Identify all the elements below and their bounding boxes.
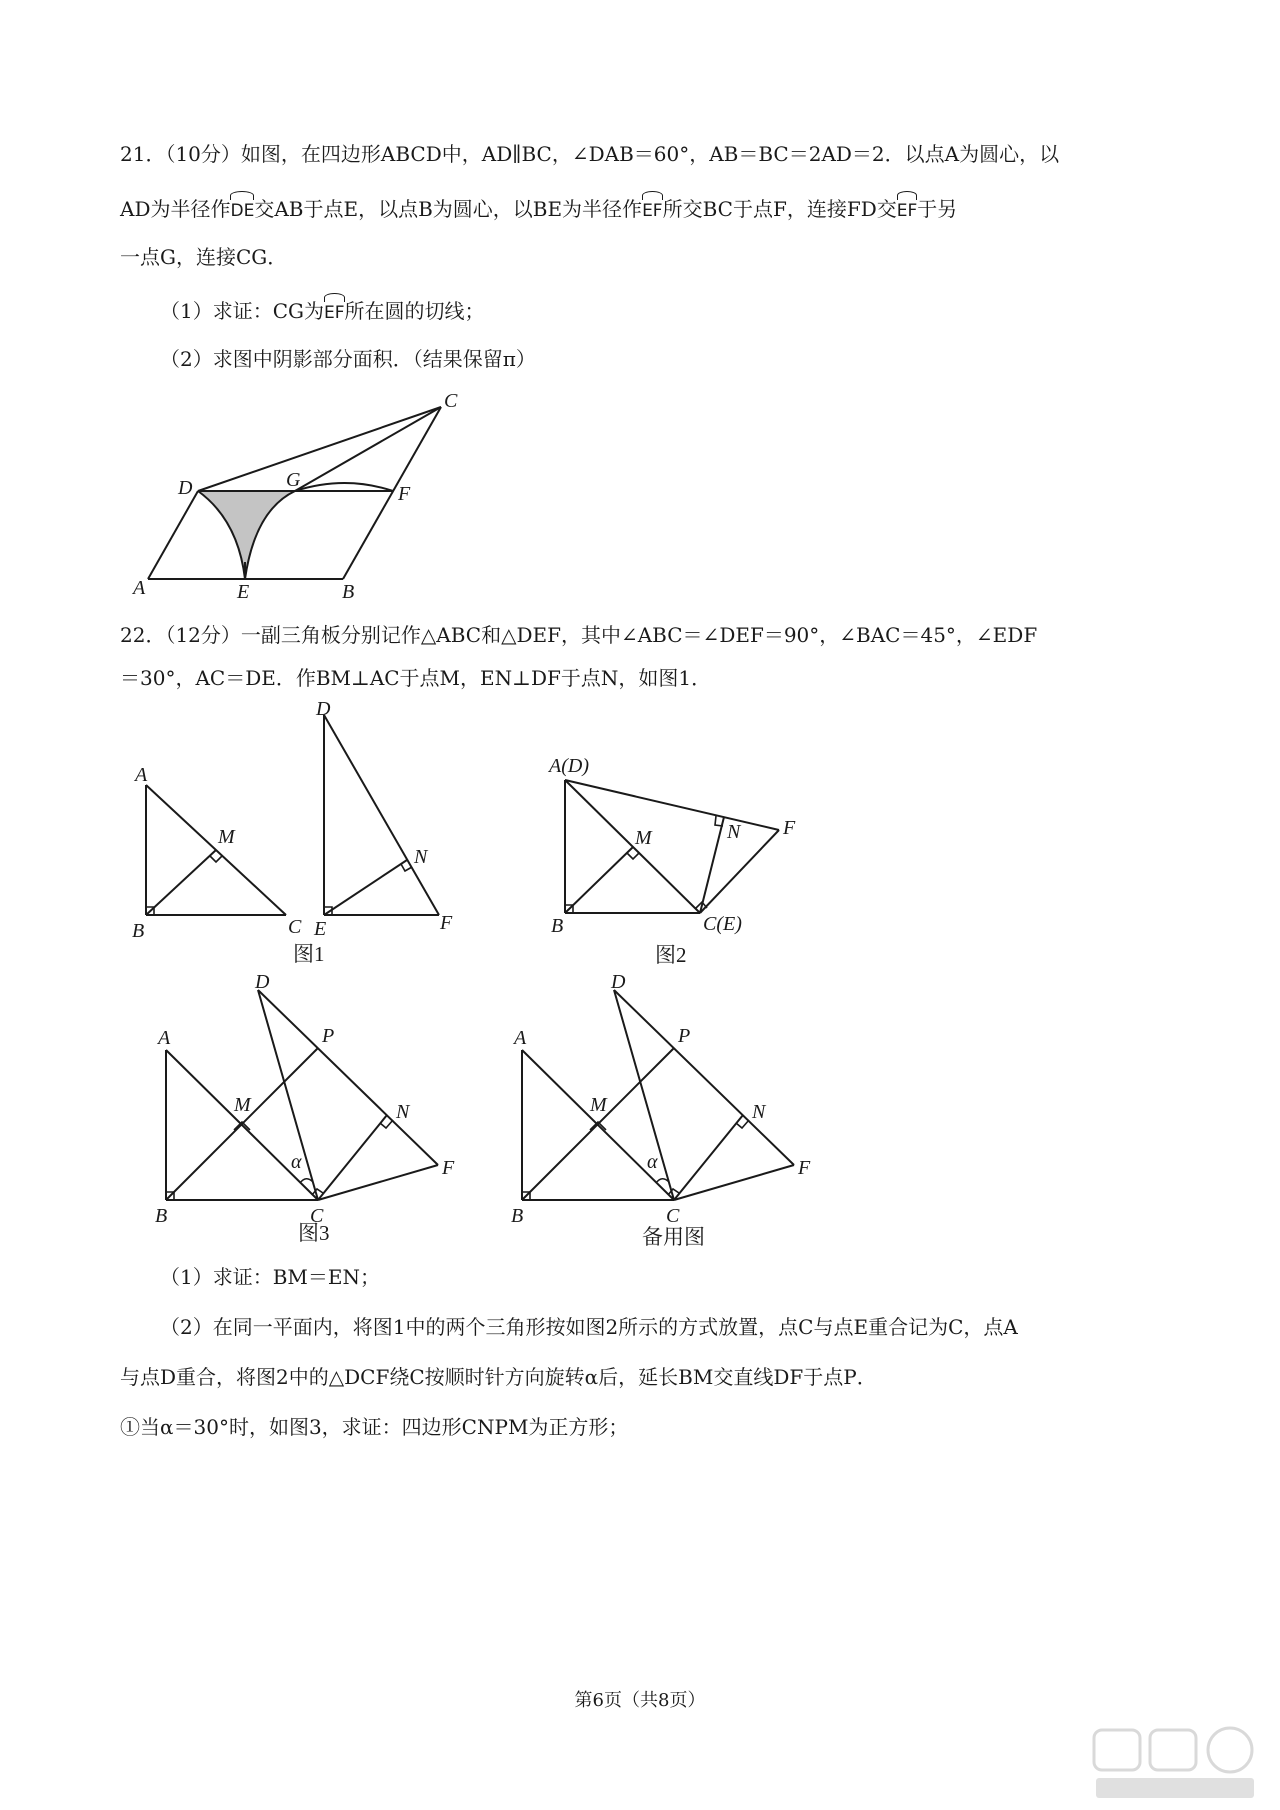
label-b: B	[551, 915, 564, 937]
label-f: F	[440, 912, 453, 934]
side-bc	[343, 407, 441, 579]
page-footer: 第6页（共8页）	[574, 1690, 706, 1711]
label-e: E	[314, 918, 327, 940]
label-d: D	[611, 971, 626, 993]
label-f: F	[442, 1157, 455, 1179]
label-n: N	[396, 1101, 410, 1123]
label-alpha: α	[647, 1151, 658, 1173]
arc-ef-symbol: EF	[897, 193, 918, 225]
label-b: B	[342, 581, 355, 603]
q22-stem-line1: 22．（12分）一副三角板分别记作△ABC和△DEF，其中∠ABC＝∠DEF＝90°，∠BAC＝45°，∠EDF	[120, 623, 1038, 647]
arc-ef-symbol: EF	[642, 193, 663, 225]
q21-text: （1）求证：CG为	[160, 299, 325, 323]
label-m: M	[635, 827, 652, 849]
label-m: M	[234, 1094, 251, 1116]
q21-figure	[130, 390, 570, 605]
label-n: N	[752, 1101, 766, 1123]
label-d: D	[178, 477, 193, 499]
backup-figure-caption: 备用图	[642, 1225, 705, 1249]
q21-text: 交AB于点E，以点B为圆心，以BE为半径作	[254, 197, 643, 221]
label-b: B	[132, 920, 145, 942]
side-dc	[198, 407, 441, 491]
label-a-d: A(D)	[549, 755, 589, 777]
label-g: G	[286, 469, 301, 491]
q22-stem-line2: ＝30°，AC＝DE．作BM⊥AC于点M，EN⊥DF于点N，如图1．	[120, 666, 712, 690]
q21-text: AD为半径作	[120, 197, 231, 221]
label-m: M	[218, 826, 235, 848]
q21-part2: （2）求图中阴影部分面积．（结果保留π）	[160, 347, 536, 371]
label-c: C	[288, 916, 302, 938]
q21-stem-line2	[120, 193, 957, 225]
label-a: A	[158, 1027, 171, 1049]
label-e: E	[237, 581, 250, 603]
label-f: F	[783, 817, 796, 839]
label-a: A	[133, 577, 146, 599]
q22-figure-1	[130, 695, 480, 975]
q21-text: 所在圆的切线；	[344, 299, 485, 323]
label-b: B	[155, 1205, 168, 1227]
label-m: M	[590, 1094, 607, 1116]
label-a: A	[514, 1027, 527, 1049]
q22-part2-item1: ①当α＝30°时，如图3，求证：四边形CNPM为正方形；	[120, 1415, 629, 1439]
label-f: F	[798, 1157, 811, 1179]
q22-figure-2	[545, 750, 830, 975]
q21-stem-line3: 一点G，连接CG．	[120, 245, 288, 269]
label-a: A	[135, 764, 148, 786]
side-ad	[148, 491, 198, 579]
arc-de-symbol: DE	[230, 193, 254, 225]
q22-part1: （1）求证：BM＝EN；	[160, 1265, 380, 1289]
q21-text: 于另	[917, 197, 958, 221]
q21-stem-line1: 21．（10分）如图，在四边形ABCD中，AD∥BC，∠DAB＝60°，AB＝BC＝2AD＝2．以点A为圆心，以	[120, 142, 1060, 166]
label-c: C	[666, 1205, 680, 1227]
figure-1-caption: 图1	[293, 942, 325, 966]
label-c-e: C(E)	[703, 913, 742, 935]
label-c: C	[310, 1205, 324, 1227]
label-alpha: α	[291, 1151, 302, 1173]
label-f: F	[398, 483, 411, 505]
arc-ef-symbol: EF	[324, 295, 345, 327]
q21-text: 所交BC于点F，连接FD交	[662, 197, 897, 221]
q22-part2-line2: 与点D重合，将图2中的△DCF绕C按顺时针方向旋转α后，延长BM交直线DF于点P．	[120, 1365, 877, 1389]
watermark-logo	[1090, 1724, 1260, 1802]
label-b: B	[511, 1205, 524, 1227]
q22-figure-3	[150, 970, 480, 1250]
label-d: D	[255, 971, 270, 993]
q22-part2-line1: （2）在同一平面内，将图1中的两个三角形按如图2所示的方式放置，点C与点E重合记为C，点A	[160, 1315, 1018, 1339]
q22-backup-figure	[506, 970, 836, 1255]
label-d: D	[316, 698, 331, 720]
figure-2-caption: 图2	[655, 943, 687, 967]
label-p: P	[678, 1025, 691, 1047]
figure-3-caption: 图3	[298, 1221, 330, 1245]
label-n: N	[727, 821, 741, 843]
label-p: P	[322, 1025, 335, 1047]
q21-part1	[160, 295, 485, 327]
label-n: N	[414, 846, 428, 868]
label-c: C	[444, 390, 458, 412]
